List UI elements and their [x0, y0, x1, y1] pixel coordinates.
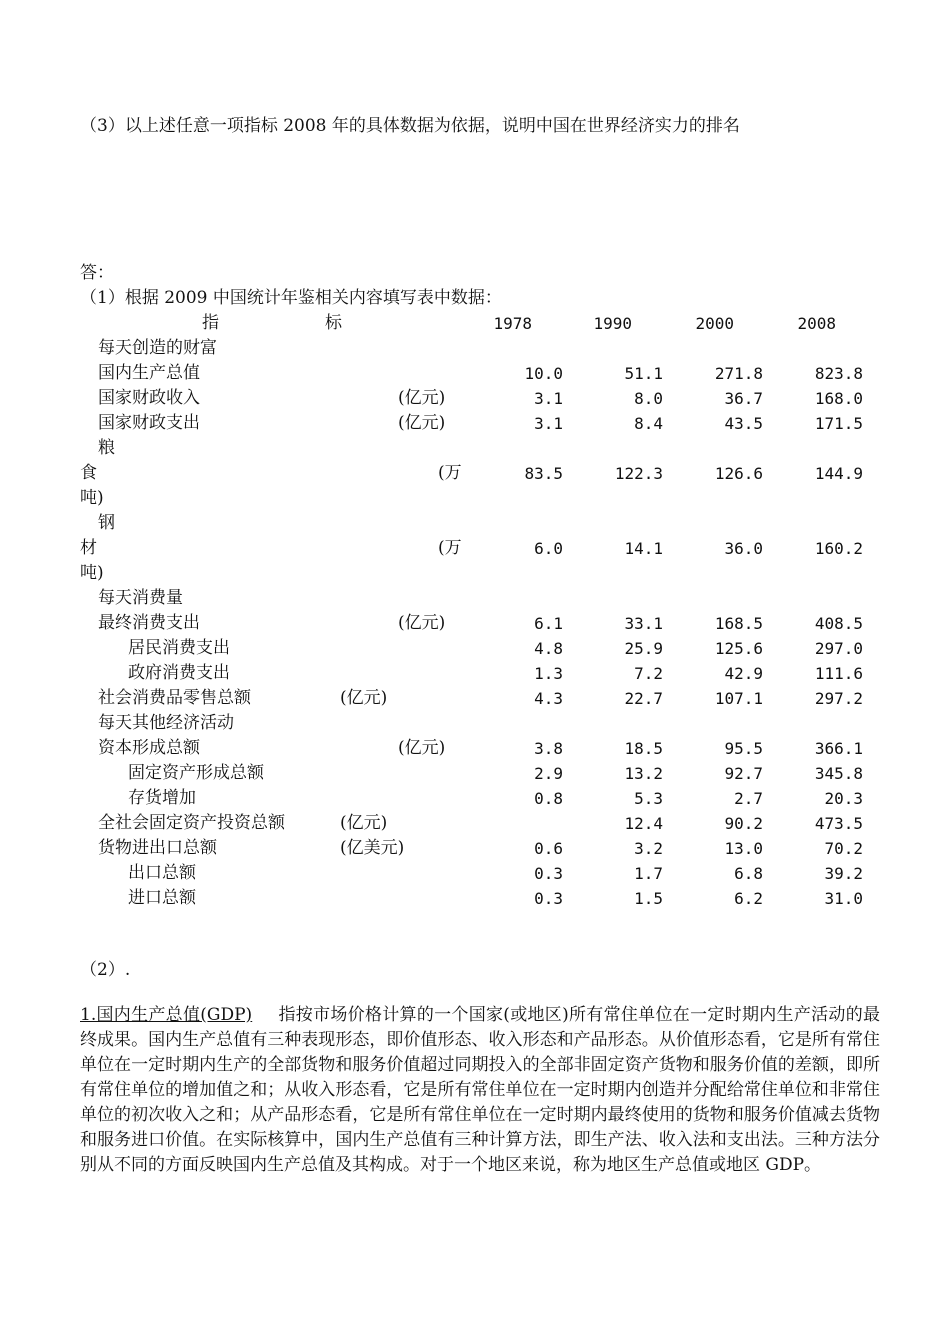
row-label: 材: [80, 538, 97, 558]
row-label: 吨): [80, 563, 104, 583]
row-label: 社会消费品零售总额: [98, 688, 251, 708]
table-cell: 4.8: [534, 639, 563, 658]
row-unit: (亿元): [340, 813, 388, 833]
gdp-term: 1.国内生产总值(GDP): [80, 1005, 253, 1025]
header-year-2008: 2008: [797, 314, 836, 333]
question-3: （3）以上述任意一项指标 2008 年的具体数据为依据，说明中国在世界经济实力的排名: [80, 116, 740, 136]
table-cell: 0.3: [534, 889, 563, 908]
table-cell: 107.1: [714, 689, 763, 708]
row-unit: (亿元): [398, 738, 446, 758]
header-year-2000: 2000: [695, 314, 734, 333]
row-label: 国家财政支出: [98, 413, 200, 433]
row-label: 每天消费量: [98, 588, 183, 608]
table-cell: 8.4: [634, 414, 663, 433]
table-cell: 92.7: [724, 764, 763, 783]
row-label: 粮: [98, 438, 115, 458]
table-cell: 70.2: [824, 839, 863, 858]
table-cell: 95.5: [724, 739, 763, 758]
gdp-definition: [80, 1003, 880, 1178]
table-cell: 1.3: [534, 664, 563, 683]
table-cell: 1.5: [634, 889, 663, 908]
table-cell: 2.9: [534, 764, 563, 783]
row-unit: (亿元): [398, 413, 446, 433]
table-cell: 51.1: [624, 364, 663, 383]
table-cell: 13.2: [624, 764, 663, 783]
table-cell: 4.3: [534, 689, 563, 708]
table-cell: 3.2: [634, 839, 663, 858]
table-cell: 111.6: [814, 664, 863, 683]
row-label: 进口总额: [128, 888, 196, 908]
row-label: 存货增加: [128, 788, 196, 808]
table-cell: 13.0: [724, 839, 763, 858]
table-cell: 31.0: [824, 889, 863, 908]
row-label: 固定资产形成总额: [128, 763, 264, 783]
table-cell: 1.7: [634, 864, 663, 883]
table-cell: 6.8: [734, 864, 763, 883]
row-unit: (亿元): [398, 388, 446, 408]
table-cell: 160.2: [814, 539, 863, 558]
table-cell: 168.0: [814, 389, 863, 408]
answer-label: 答：: [80, 263, 114, 283]
table-cell: 6.1: [534, 614, 563, 633]
row-unit: (亿元): [398, 613, 446, 633]
row-unit: (万: [438, 463, 462, 483]
row-label: 最终消费支出: [98, 613, 200, 633]
table-cell: 33.1: [624, 614, 663, 633]
table-cell: 12.4: [624, 814, 663, 833]
table-cell: 3.1: [534, 414, 563, 433]
table-cell: 366.1: [814, 739, 863, 758]
table-cell: 10.0: [524, 364, 563, 383]
table-cell: 0.6: [534, 839, 563, 858]
row-label: 政府消费支出: [128, 663, 230, 683]
row-label: 每天其他经济活动: [98, 713, 234, 733]
table-cell: 42.9: [724, 664, 763, 683]
table-cell: 14.1: [624, 539, 663, 558]
table-cell: 83.5: [524, 464, 563, 483]
table-cell: 0.8: [534, 789, 563, 808]
table-cell: 90.2: [724, 814, 763, 833]
table-cell: 271.8: [714, 364, 763, 383]
table-cell: 3.8: [534, 739, 563, 758]
row-label: 每天创造的财富: [98, 338, 217, 358]
table-cell: 473.5: [814, 814, 863, 833]
row-unit: (亿元): [340, 688, 388, 708]
table-cell: 2.7: [734, 789, 763, 808]
table-cell: 5.3: [634, 789, 663, 808]
row-label: 钢: [98, 513, 115, 533]
table-cell: 3.1: [534, 389, 563, 408]
table-cell: 144.9: [814, 464, 863, 483]
table-cell: 297.0: [814, 639, 863, 658]
table-cell: 168.5: [714, 614, 763, 633]
table-cell: 122.3: [614, 464, 663, 483]
row-label: 资本形成总额: [98, 738, 200, 758]
header-indicator-b: 标: [325, 313, 342, 333]
table-cell: 18.5: [624, 739, 663, 758]
table-cell: 6.2: [734, 889, 763, 908]
table-cell: 171.5: [814, 414, 863, 433]
table-cell: 39.2: [824, 864, 863, 883]
table-cell: 125.6: [714, 639, 763, 658]
table-cell: 43.5: [724, 414, 763, 433]
row-label: 居民消费支出: [128, 638, 230, 658]
row-label: 食: [80, 463, 97, 483]
table-cell: 25.9: [624, 639, 663, 658]
table-cell: 20.3: [824, 789, 863, 808]
row-label: 全社会固定资产投资总额: [98, 813, 285, 833]
gdp-definition-body: 指按市场价格计算的一个国家(或地区)所有常住单位在一定时期内生产活动的最终成果。国内生产总值有三种表现形态，即价值形态、收入形态和产品形态。从价值形态看，它是所有常住单位在一定时期内生产的全部货物和服务价值超过同期投入的全部非固定资产货物和服务价值的差额，即所有常住单位的增加值之和；从收入形态看，它是所有常住单位在一定时期内创造并分配给常住单位和非常住单位的初次收入之和；从产品形态看，它是所有常住单位在一定时期内最终使用的货物和服务价值减去货物和服务进口价值。在实际核算中，国内生产总值有三种计算方法，即生产法、收入法和支出法。三种方法分别从不同的方面反映国内生产总值及其构成。对于一个地区来说，称为地区生产总值或地区 GDP。: [80, 1005, 880, 1175]
row-label: 国家财政收入: [98, 388, 200, 408]
table-cell: 345.8: [814, 764, 863, 783]
table-cell: 6.0: [534, 539, 563, 558]
row-label: 货物进出口总额: [98, 838, 217, 858]
row-unit: (万: [438, 538, 462, 558]
header-year-1978: 1978: [493, 314, 532, 333]
row-label: 吨): [80, 488, 104, 508]
table-cell: 408.5: [814, 614, 863, 633]
table-cell: 297.2: [814, 689, 863, 708]
table-cell: 823.8: [814, 364, 863, 383]
table-cell: 36.7: [724, 389, 763, 408]
table-cell: 36.0: [724, 539, 763, 558]
part2-label: （2）.: [80, 960, 131, 980]
part1-intro: （1）根据 2009 中国统计年鉴相关内容填写表中数据：: [80, 288, 502, 308]
header-indicator-a: 指: [202, 313, 219, 333]
table-cell: 8.0: [634, 389, 663, 408]
row-label: 国内生产总值: [98, 363, 200, 383]
row-unit: (亿美元): [340, 838, 405, 858]
header-year-1990: 1990: [593, 314, 632, 333]
table-cell: 0.3: [534, 864, 563, 883]
row-label: 出口总额: [128, 863, 196, 883]
table-cell: 22.7: [624, 689, 663, 708]
table-cell: 7.2: [634, 664, 663, 683]
table-cell: 126.6: [714, 464, 763, 483]
